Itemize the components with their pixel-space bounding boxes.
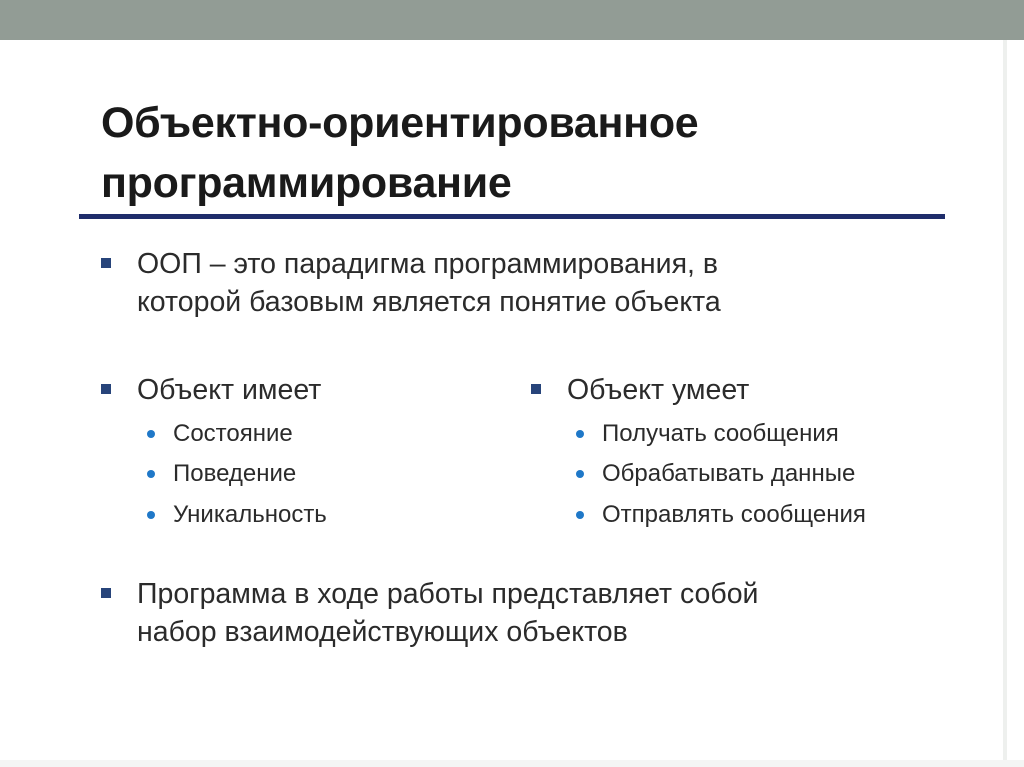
round-bullet-icon <box>147 511 155 519</box>
list-item <box>576 419 839 449</box>
slide-title-line-2: программирование <box>101 159 512 207</box>
bullet-program <box>101 575 758 651</box>
slide-title-line-1: Объектно-ориентированное <box>101 99 699 147</box>
bullet-object-has-label-text: Объект имеет <box>137 374 322 406</box>
has-item-state: Состояние <box>173 420 293 447</box>
has-item-identity: Уникальность <box>173 501 327 528</box>
can-item-process: Обрабатывать данные <box>602 460 856 487</box>
slide-title <box>101 93 961 213</box>
bullet-object-can <box>531 371 749 409</box>
bullet-object-has-label <box>101 371 321 409</box>
round-bullet-icon <box>147 470 155 478</box>
bullet-program-line-1: Программа в ходе работы представляет собой <box>137 578 759 610</box>
frame-edge-right <box>1003 40 1007 767</box>
top-band <box>0 0 1024 40</box>
list-item <box>147 419 293 449</box>
bullet-object-can-label <box>531 371 749 409</box>
bullet-program-text <box>101 575 758 651</box>
round-bullet-icon <box>576 470 584 478</box>
square-bullet-icon <box>101 258 111 268</box>
bullet-object-has <box>101 371 321 409</box>
bullet-definition-text <box>101 245 721 321</box>
bullet-definition-line-2: которой базовым является понятие объекта <box>137 286 721 318</box>
round-bullet-icon <box>576 430 584 438</box>
list-item <box>147 459 296 489</box>
bullet-definition-line-1: ООП – это парадигма программирования, в <box>137 248 718 280</box>
frame-edge-bottom <box>0 760 1024 767</box>
square-bullet-icon <box>101 588 111 598</box>
has-item-behavior: Поведение <box>173 460 297 487</box>
square-bullet-icon <box>101 384 111 394</box>
bullet-program-line-2: набор взаимодействующих объектов <box>137 616 628 648</box>
bullet-definition <box>101 245 721 321</box>
bullet-object-can-label-text: Объект умеет <box>567 374 750 406</box>
square-bullet-icon <box>531 384 541 394</box>
round-bullet-icon <box>147 430 155 438</box>
can-item-receive: Получать сообщения <box>602 420 839 447</box>
list-item <box>147 500 327 530</box>
title-underline <box>79 214 945 219</box>
list-item <box>576 500 866 530</box>
can-item-send: Отправлять сообщения <box>602 501 866 528</box>
list-item <box>576 459 855 489</box>
round-bullet-icon <box>576 511 584 519</box>
